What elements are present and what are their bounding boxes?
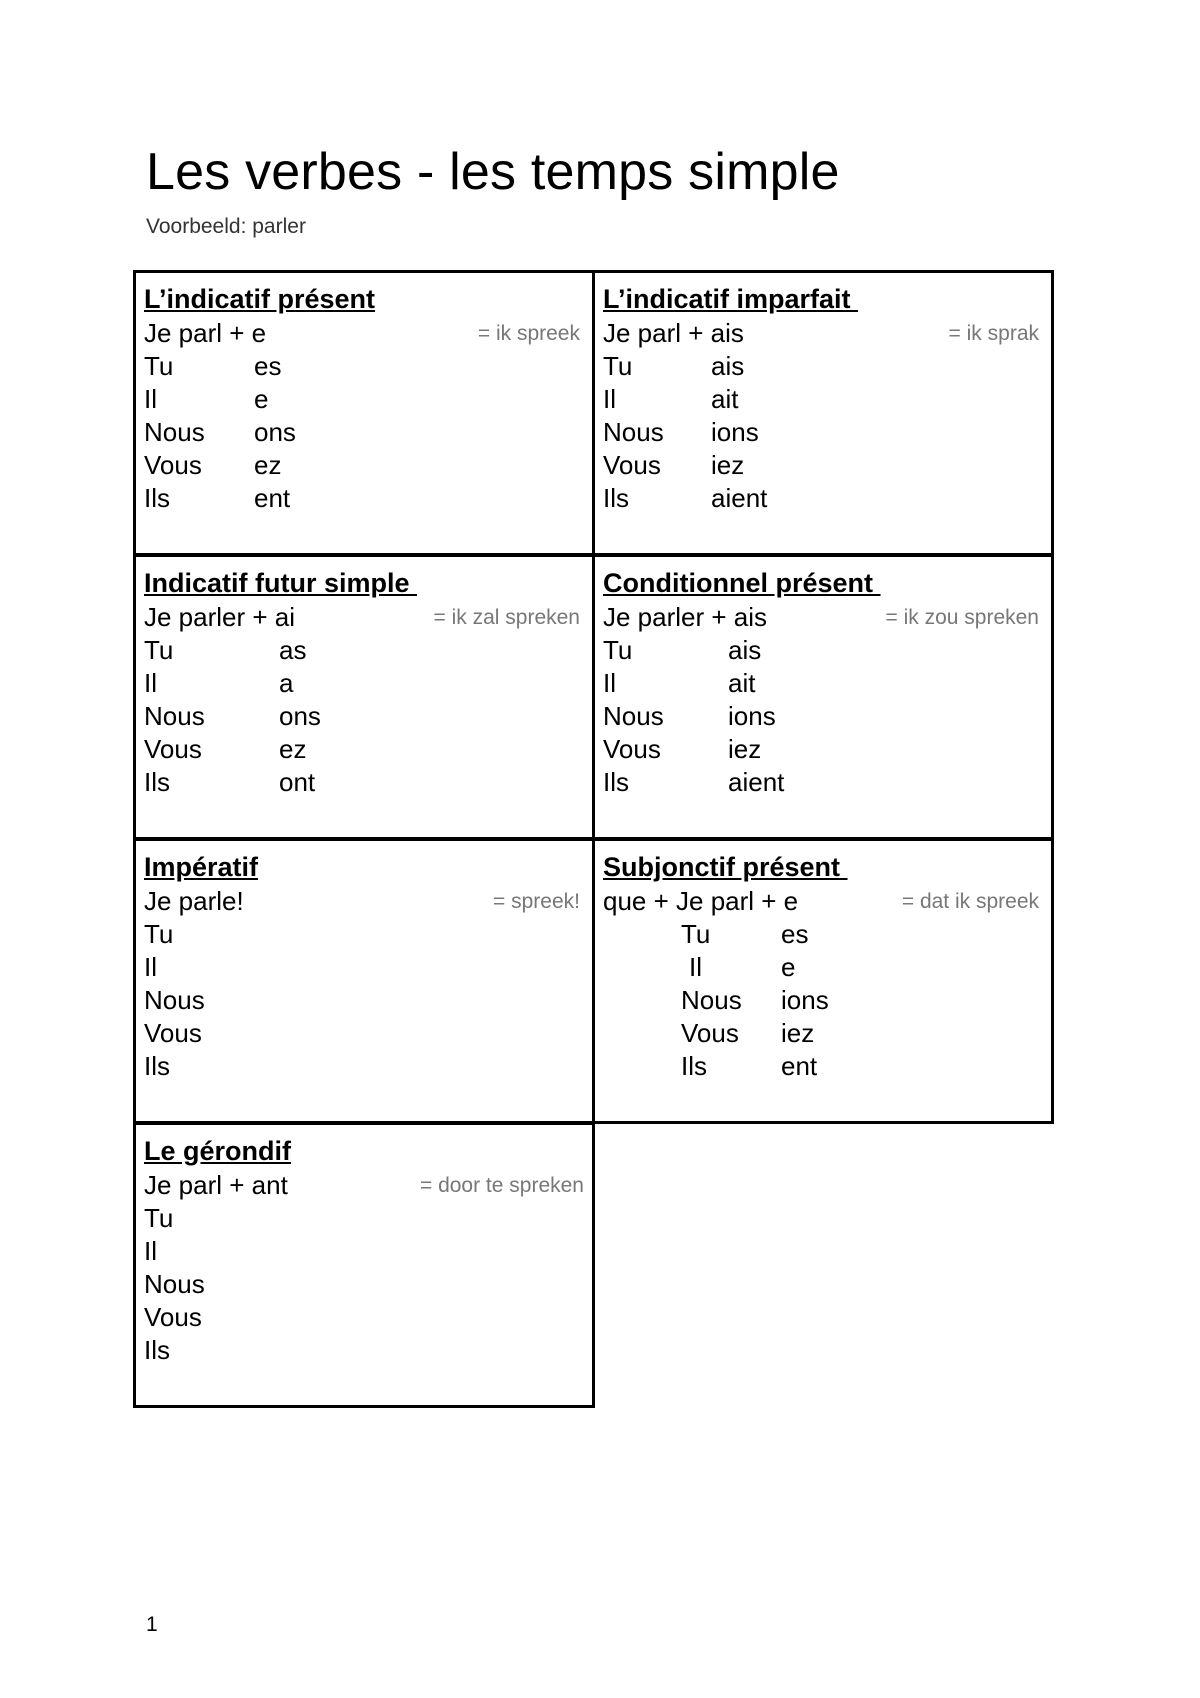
- conjugation-row: [136, 383, 592, 415]
- page-title: Les verbes - les temps simple: [146, 143, 840, 201]
- conjugation-subject: Tu: [144, 919, 174, 949]
- conjugation-subject: Il: [144, 952, 157, 982]
- tense-section: [133, 838, 595, 1124]
- conjugation-row: [136, 1268, 592, 1300]
- conjugation-ending: ent: [254, 483, 291, 513]
- conjugation-row: [595, 317, 1051, 349]
- dutch-translation: = ik zou spreken: [885, 606, 1039, 629]
- conjugation-row: [595, 1050, 1051, 1082]
- conjugation-row: [136, 766, 592, 798]
- conjugation-row: [595, 700, 1051, 732]
- conjugation-row: [136, 1334, 592, 1366]
- conjugation-row: [136, 416, 592, 448]
- conjugation-ending: a: [279, 668, 294, 698]
- conjugation-subject: Je parl + e: [144, 318, 267, 348]
- conjugation-subject: Tu: [603, 635, 633, 665]
- conjugation-subject: Il: [603, 668, 616, 698]
- conjugation-ending: ons: [279, 701, 321, 731]
- conjugation-subject: Tu: [681, 919, 711, 949]
- conjugation-subject: Nous: [144, 985, 205, 1015]
- conjugation-row: [595, 350, 1051, 382]
- conjugation-subject: Je parl + ant: [144, 1170, 288, 1200]
- conjugation-ending: ais: [728, 635, 762, 665]
- conjugation-subject: Vous: [603, 450, 661, 480]
- dutch-translation: = spreek!: [493, 890, 580, 913]
- conjugation-ending: ez: [279, 734, 307, 764]
- conjugation-row: [136, 951, 592, 983]
- dutch-translation: = door te spreken: [419, 1174, 584, 1197]
- conjugation-ending: ons: [254, 417, 296, 447]
- conjugation-subject: Tu: [603, 351, 633, 381]
- conjugation-subject: Je parler + ais: [603, 602, 768, 632]
- conjugation-subject: Tu: [144, 635, 174, 665]
- conjugation-subject: Nous: [144, 1269, 205, 1299]
- page-number: 1: [146, 1613, 158, 1636]
- conjugation-ending: iez: [711, 450, 745, 480]
- conjugation-row: [136, 667, 592, 699]
- conjugation-subject: Ils: [681, 1051, 707, 1081]
- conjugation-row: [136, 1301, 592, 1333]
- conjugation-ending: aient: [711, 483, 768, 513]
- conjugation-subject: Vous: [144, 734, 202, 764]
- conjugation-subject: Il: [689, 952, 702, 982]
- conjugation-ending: ont: [279, 767, 316, 797]
- conjugation-subject: Nous: [603, 701, 664, 731]
- conjugation-row: [136, 634, 592, 666]
- conjugation-ending: as: [279, 635, 307, 665]
- tense-section: [133, 1122, 595, 1408]
- conjugation-ending: ait: [711, 384, 739, 414]
- tense-section: [133, 270, 595, 556]
- conjugation-row: [136, 1017, 592, 1049]
- tense-title: Indicatif futur simple: [144, 568, 418, 598]
- conjugation-subject: Ils: [603, 767, 629, 797]
- conjugation-subject: Tu: [144, 351, 174, 381]
- tense-section: [592, 838, 1054, 1124]
- conjugation-subject: Vous: [144, 1018, 202, 1048]
- conjugation-subject: Il: [603, 384, 616, 414]
- conjugation-ending: iez: [781, 1018, 815, 1048]
- conjugation-row: [595, 984, 1051, 1016]
- conjugation-ending: es: [781, 919, 809, 949]
- conjugation-subject: Nous: [681, 985, 742, 1015]
- conjugation-row: [595, 885, 1051, 917]
- conjugation-row: [595, 383, 1051, 415]
- conjugation-subject: Vous: [144, 1302, 202, 1332]
- conjugation-row: [136, 601, 592, 633]
- conjugation-row: [595, 951, 1051, 983]
- conjugation-subject: Vous: [681, 1018, 739, 1048]
- conjugation-ending: ez: [254, 450, 282, 480]
- conjugation-subject: Tu: [144, 1203, 174, 1233]
- conjugation-row: [136, 885, 592, 917]
- conjugation-row: [136, 1235, 592, 1267]
- conjugation-row: [595, 634, 1051, 666]
- conjugation-row: [136, 700, 592, 732]
- conjugation-subject: Ils: [144, 1335, 170, 1365]
- conjugation-row: [136, 1169, 592, 1201]
- conjugation-grid: [133, 270, 1053, 1408]
- conjugation-row: [136, 350, 592, 382]
- tense-title: Impératif: [144, 852, 259, 882]
- conjugation-ending: e: [781, 952, 796, 982]
- tense-title: L’indicatif imparfait: [603, 284, 859, 314]
- tense-section: [592, 270, 1054, 556]
- conjugation-ending: e: [254, 384, 269, 414]
- conjugation-row: [595, 416, 1051, 448]
- page-subtitle: Voorbeeld: parler: [146, 215, 306, 238]
- conjugation-subject: Ils: [603, 483, 629, 513]
- conjugation-subject: Il: [144, 668, 157, 698]
- conjugation-subject: Nous: [144, 417, 205, 447]
- conjugation-subject: Je parler + ai: [144, 602, 296, 632]
- conjugation-subject: que + Je parl + e: [603, 886, 799, 916]
- conjugation-subject: Ils: [144, 483, 170, 513]
- tense-title: Subjonctif présent: [603, 852, 848, 882]
- conjugation-row: [136, 482, 592, 514]
- conjugation-subject: Nous: [144, 701, 205, 731]
- dutch-translation: = ik spreek: [477, 322, 580, 345]
- conjugation-row: [136, 1202, 592, 1234]
- conjugation-ending: aient: [728, 767, 785, 797]
- conjugation-subject: Ils: [144, 767, 170, 797]
- conjugation-row: [595, 667, 1051, 699]
- conjugation-subject: Je parle!: [144, 886, 244, 916]
- conjugation-ending: ais: [711, 351, 745, 381]
- conjugation-row: [136, 1050, 592, 1082]
- dutch-translation: = ik zal spreken: [433, 606, 580, 629]
- conjugation-row: [595, 482, 1051, 514]
- tense-title: Conditionnel présent: [603, 568, 881, 598]
- conjugation-subject: Vous: [603, 734, 661, 764]
- conjugation-subject: Nous: [603, 417, 664, 447]
- conjugation-ending: ent: [781, 1051, 818, 1081]
- conjugation-ending: ions: [728, 701, 776, 731]
- conjugation-row: [136, 317, 592, 349]
- dutch-translation: = dat ik spreek: [901, 890, 1039, 913]
- conjugation-ending: ait: [728, 668, 756, 698]
- conjugation-row: [595, 918, 1051, 950]
- tense-section: [592, 554, 1054, 840]
- tense-title: L’indicatif présent: [144, 284, 376, 314]
- conjugation-row: [595, 766, 1051, 798]
- conjugation-row: [595, 733, 1051, 765]
- conjugation-row: [136, 918, 592, 950]
- conjugation-subject: Il: [144, 1236, 157, 1266]
- conjugation-ending: ions: [711, 417, 759, 447]
- dutch-translation: = ik sprak: [948, 322, 1039, 345]
- conjugation-subject: Il: [144, 384, 157, 414]
- tense-section: [133, 554, 595, 840]
- conjugation-row: [595, 601, 1051, 633]
- conjugation-ending: iez: [728, 734, 762, 764]
- conjugation-row: [136, 449, 592, 481]
- conjugation-ending: es: [254, 351, 282, 381]
- conjugation-ending: ions: [781, 985, 829, 1015]
- tense-title: Le gérondif: [144, 1136, 291, 1166]
- conjugation-subject: Vous: [144, 450, 202, 480]
- conjugation-subject: Ils: [144, 1051, 170, 1081]
- conjugation-row: [595, 1017, 1051, 1049]
- conjugation-row: [136, 733, 592, 765]
- conjugation-row: [136, 984, 592, 1016]
- conjugation-subject: Je parl + ais: [603, 318, 744, 348]
- conjugation-row: [595, 449, 1051, 481]
